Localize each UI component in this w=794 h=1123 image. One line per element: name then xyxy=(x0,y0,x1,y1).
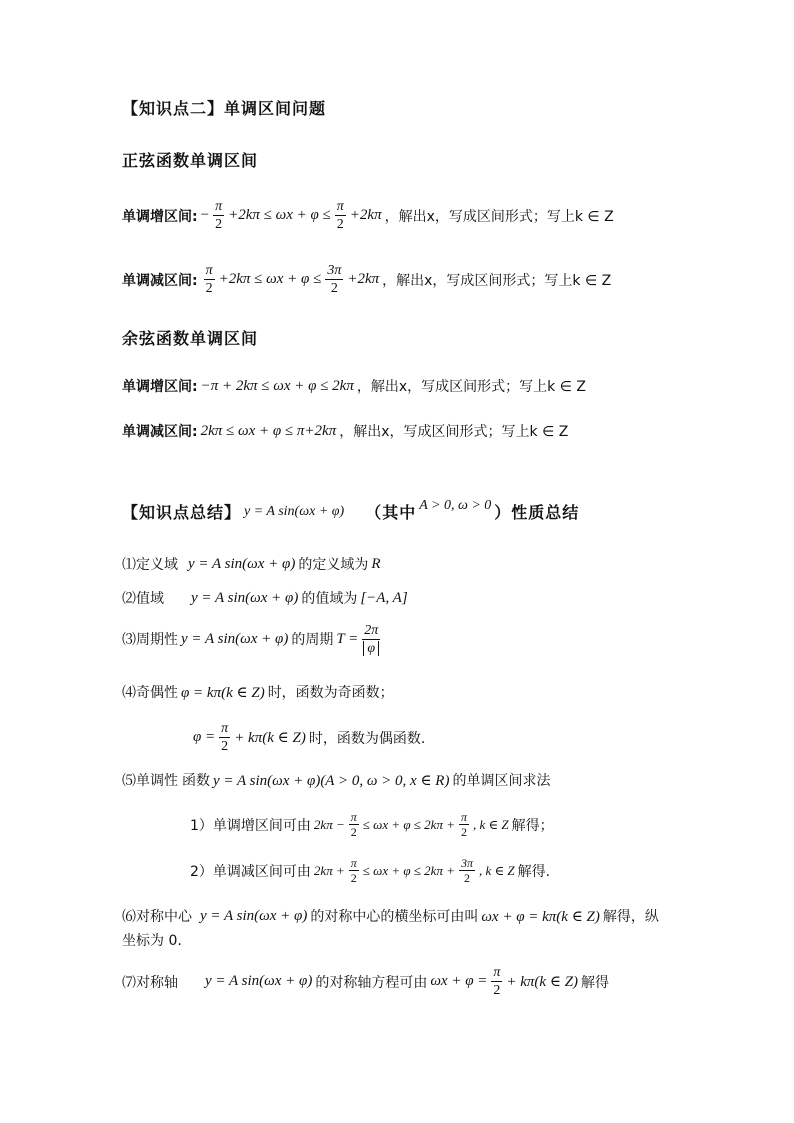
p5-1-a: 2kπ − xyxy=(313,816,345,832)
sine-dec-label: 单调减区间: xyxy=(122,272,198,289)
p6-cond: ωx + φ = kπ(k ∈ Z) xyxy=(481,908,600,925)
frac-num: 3π xyxy=(327,263,342,278)
property-parity xyxy=(122,682,394,702)
property-range xyxy=(122,588,411,608)
frac-num: π xyxy=(461,810,468,824)
sine-decreasing-line xyxy=(122,262,611,297)
p6-text-a: 的对称中心的横坐标可由叫 xyxy=(310,909,479,925)
summary-title-c: ）性质总结 xyxy=(494,503,580,522)
sine-dec-mid: +2kπ ≤ ωx + φ ≤ xyxy=(218,271,322,287)
cosine-heading xyxy=(122,326,258,349)
p5-2-label: 2）单调减区间可由 xyxy=(190,863,311,880)
p5-2-c: , k ∈ Z xyxy=(479,862,515,878)
sine-heading-text: 正弦函数单调区间 xyxy=(122,151,259,170)
p5-1-frac2 xyxy=(459,810,469,839)
frac-num: π xyxy=(493,965,501,980)
p5-2-frac1 xyxy=(349,856,359,885)
property-domain xyxy=(122,554,384,574)
p4-text2: 时，函数为偶函数. xyxy=(308,730,426,747)
p5-2-text: 解得. xyxy=(517,863,551,880)
p5-label: ⑸单调性 xyxy=(122,773,178,789)
frac-den: 2 xyxy=(221,739,229,754)
p3-frac xyxy=(362,622,380,656)
sine-dec-text: ，解出x，写成区间形式；写上k ∈ Z xyxy=(382,272,612,289)
p7-frac xyxy=(491,964,502,999)
summary-heading xyxy=(122,497,580,523)
p7-formula: y = A sin(ωx + φ) xyxy=(205,973,313,989)
frac-den: 2 xyxy=(215,217,223,232)
sine-inc-tail: +2kπ xyxy=(349,207,382,223)
frac-den: 2 xyxy=(493,983,501,998)
p4-cond1: φ = kπ(k ∈ Z) xyxy=(181,684,265,701)
section-title xyxy=(122,96,326,119)
p7-cond-a: ωx + φ = xyxy=(430,973,488,989)
p4-text1: 时，函数为奇函数； xyxy=(267,685,394,701)
cos-dec-expr: 2kπ ≤ ωx + φ ≤ π+2kπ xyxy=(200,422,337,439)
sine-inc-label: 单调增区间: xyxy=(122,208,198,225)
cos-dec-label: 单调减区间: xyxy=(122,424,198,440)
property-parity-even xyxy=(190,720,425,755)
sine-heading xyxy=(122,148,258,171)
cosine-decreasing-line xyxy=(122,421,568,441)
p4-label: ⑷奇偶性 xyxy=(122,685,178,701)
frac-den: 2 xyxy=(350,825,357,839)
p3-formula: y = A sin(ωx + φ) xyxy=(181,630,289,647)
sine-inc-mid: +2kπ ≤ ωx + φ ≤ xyxy=(228,207,331,223)
p5-1-label: 1）单调增区间可由 xyxy=(190,817,311,834)
property-monotonicity xyxy=(122,770,550,790)
p1-val: R xyxy=(371,555,381,572)
frac-num: π xyxy=(215,199,223,214)
frac-den-abs: φ xyxy=(363,641,379,656)
p5-2-b: ≤ ωx + φ ≤ 2kπ + xyxy=(362,862,455,878)
frac-num: π xyxy=(205,263,213,278)
sine-increasing-line xyxy=(122,198,614,233)
monotonic-increasing-rule xyxy=(190,810,554,839)
p4-cond2: + kπ(k ∈ Z) xyxy=(234,730,306,746)
p5-1-frac1 xyxy=(349,810,359,839)
p5-text-a: 函数 xyxy=(182,773,210,789)
sine-inc-minus: − xyxy=(200,207,210,223)
p2-text: 的值域为 xyxy=(301,591,358,607)
p1-label: ⑴定义域 xyxy=(122,557,178,573)
p6-label: ⑹对称中心 xyxy=(122,909,192,925)
frac-den: 2 xyxy=(461,825,467,839)
p6-text-b: 解得，纵 xyxy=(602,909,659,925)
p7-text-a: 的对称轴方程可由 xyxy=(315,974,428,991)
p7-cond-b: + kπ(k ∈ Z) xyxy=(506,974,579,990)
p6-line2: 坐标为 0. xyxy=(122,933,182,949)
cos-dec-text: ，解出x，写成区间形式；写上k ∈ Z xyxy=(339,424,569,440)
frac-den: 2 xyxy=(350,871,357,885)
frac-num: π xyxy=(350,856,357,870)
cosine-increasing-line xyxy=(122,376,586,396)
sine-inc-frac1 xyxy=(213,198,224,233)
p3-label: ⑶周期性 xyxy=(122,632,178,648)
sine-dec-frac1 xyxy=(204,262,215,297)
property-symmetry-center xyxy=(122,906,659,926)
frac-num: 2π xyxy=(364,623,379,638)
p2-label: ⑵值域 xyxy=(122,591,164,607)
p7-label: ⑺对称轴 xyxy=(122,974,178,991)
sine-dec-tail: +2kπ xyxy=(347,271,380,287)
property-symmetry-center-line2 xyxy=(122,930,182,950)
cosine-heading-text: 余弦函数单调区间 xyxy=(122,329,259,348)
summary-formula: y = A sin(ωx + φ) xyxy=(244,503,345,519)
summary-title-a: 【知识点总结】 xyxy=(122,503,242,522)
p5-2-a: 2kπ + xyxy=(313,862,345,878)
cos-inc-text: ，解出x，写成区间形式；写上k ∈ Z xyxy=(356,379,586,395)
p5-text-b: 的单调区间求法 xyxy=(452,773,551,789)
sine-dec-frac2 xyxy=(325,262,343,297)
sine-inc-frac2 xyxy=(335,198,346,233)
p2-formula: y = A sin(ωx + φ) xyxy=(191,589,299,606)
p4-phi: φ = xyxy=(193,729,216,745)
frac-num: 3π xyxy=(461,856,474,870)
frac-num: π xyxy=(336,199,344,214)
cos-inc-expr: −π + 2kπ ≤ ωx + φ ≤ 2kπ xyxy=(200,377,354,394)
section-title-text: 【知识点二】单调区间问题 xyxy=(122,99,327,118)
monotonic-decreasing-rule xyxy=(190,856,550,885)
cos-inc-label: 单调增区间: xyxy=(122,379,198,395)
frac-den: 2 xyxy=(205,281,213,296)
p5-1-c: , k ∈ Z xyxy=(473,816,509,832)
p5-1-b: ≤ ωx + φ ≤ 2kπ + xyxy=(362,816,455,832)
property-period xyxy=(122,622,381,656)
frac-den: 2 xyxy=(330,281,338,296)
p4-frac xyxy=(219,720,230,755)
p5-formula: y = A sin(ωx + φ)(A > 0, ω > 0, x ∈ R) xyxy=(213,772,450,789)
frac-den: 2 xyxy=(336,217,344,232)
p3-text: 的周期 xyxy=(291,632,334,648)
p3-T: T = xyxy=(336,630,359,647)
summary-title-b: （其中 xyxy=(365,503,417,522)
summary-cond: A > 0, ω > 0 xyxy=(419,497,492,513)
sine-inc-text: ，解出x，写成区间形式；写上k ∈ Z xyxy=(384,208,614,225)
p1-text: 的定义域为 xyxy=(298,557,369,573)
p5-1-text: 解得； xyxy=(511,817,554,834)
p6-formula: y = A sin(ωx + φ) xyxy=(200,907,308,924)
frac-num: π xyxy=(221,721,229,736)
p2-val: [−A, A] xyxy=(360,589,408,606)
property-symmetry-axis xyxy=(122,964,609,999)
p7-text-b: 解得 xyxy=(581,974,610,991)
p1-formula: y = A sin(ωx + φ) xyxy=(188,555,296,572)
p5-2-frac2 xyxy=(459,856,475,885)
frac-num: π xyxy=(350,810,357,824)
frac-den: 2 xyxy=(464,871,470,885)
